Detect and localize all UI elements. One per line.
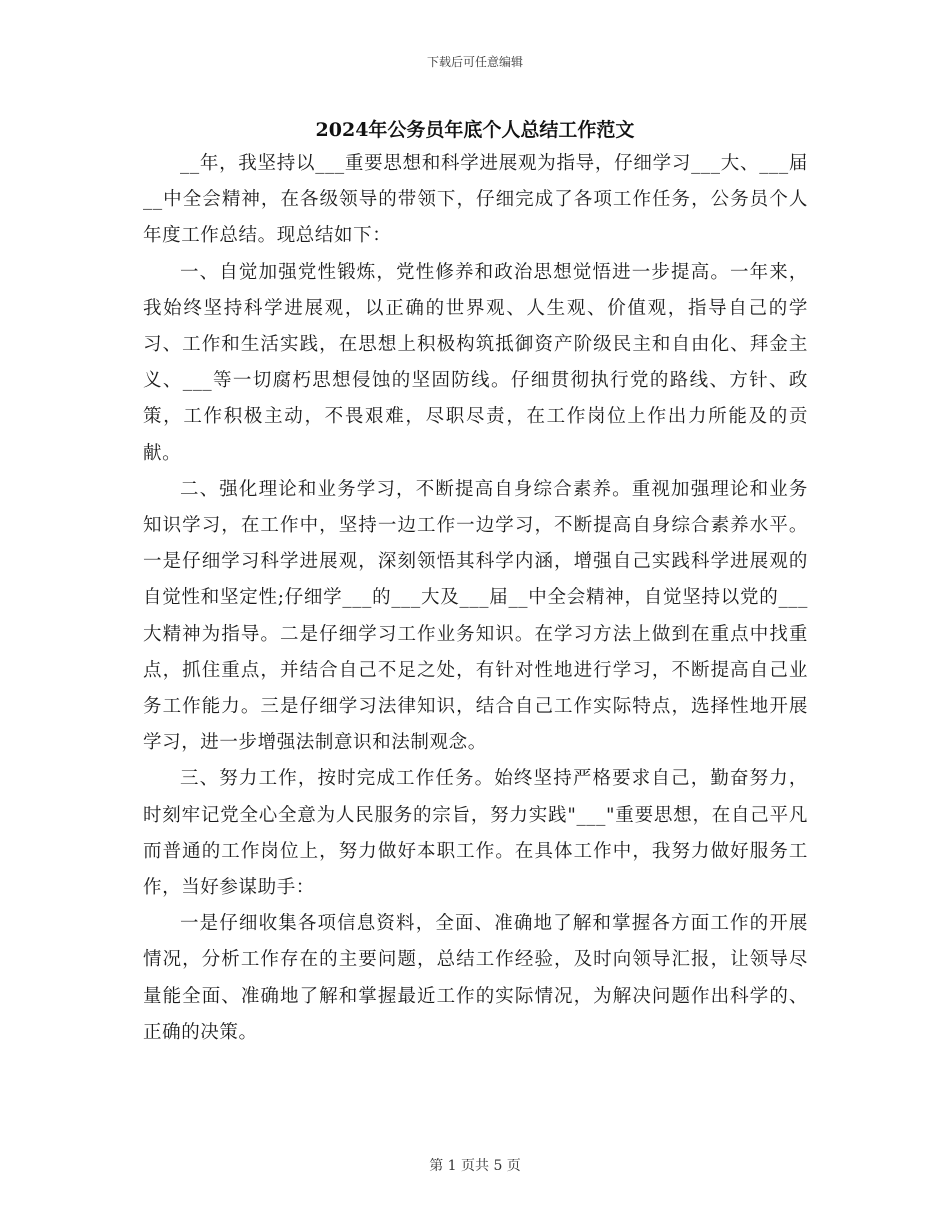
- paragraph-intro: __年，我坚持以___重要思想和科学进展观为指导，仔细学习___大、___届__中全会精神，在各级领导的带领下，仔细完成了各项工作任务，公务员个人年度工作总结。现总结如下：: [143, 153, 808, 247]
- document-title: 2024年公务员年底个人总结工作范文: [315, 119, 635, 141]
- page-number: 第 1 页共 5 页: [429, 1158, 521, 1174]
- document-body: [143, 146, 808, 1051]
- paragraph-section-3: 三、努力工作，按时完成工作任务。始终坚持严格要求自己，勤奋努力，时刻牢记党全心全意为人民服务的宗旨，努力实践"___"重要思想，在自己平凡而普通的工作岗位上，努力做好本职工作。在具体工作中，我努力做好服务工作，当好参谋助手：: [143, 768, 808, 899]
- paragraph-section-3-item-1: 一是仔细收集各项信息资料，全面、准确地了解和掌握各方面工作的开展情况，分析工作存在的主要问题，总结工作经验，及时向领导汇报，让领导尽量能全面、准确地了解和掌握最近工作的实际情况，为解决问题作出科学的、正确的决策。: [143, 913, 808, 1043]
- paragraph-section-1: 一、自觉加强党性锻炼，党性修养和政治思想觉悟进一步提高。一年来，我始终坚持科学进展观，以正确的世界观、人生观、价值观，指导自己的学习、工作和生活实践，在思想上积极构筑抵御资产阶级民主和自由化、拜金主义、___等一切腐朽思想侵蚀的坚固防线。仔细贯彻执行党的路线、方针、政策，工作积极主动，不畏艰难，尽职尽责，在工作岗位上作出力所能及的贡献。: [143, 261, 808, 464]
- paragraph-section-2: 二、强化理论和业务学习，不断提高自身综合素养。重视加强理论和业务知识学习，在工作中，坚持一边工作一边学习，不断提高自身综合素养水平。一是仔细学习科学进展观，深刻领悟其科学内涵，增强自己实践科学进展观的自觉性和坚定性;仔细学___的___大及___届__中全会精神，自觉坚持以党的___大精神为指导。二是仔细学习工作业务知识。在学习方法上做到在重点中找重点，抓住重点，并结合自己不足之处，有针对性地进行学习，不断提高自己业务工作能力。三是仔细学习法律知识，结合自己工作实际特点，选择性地开展学习，进一步增强法制意识和法制观念。: [143, 478, 808, 754]
- download-note: 下载后可任意编辑: [426, 55, 523, 69]
